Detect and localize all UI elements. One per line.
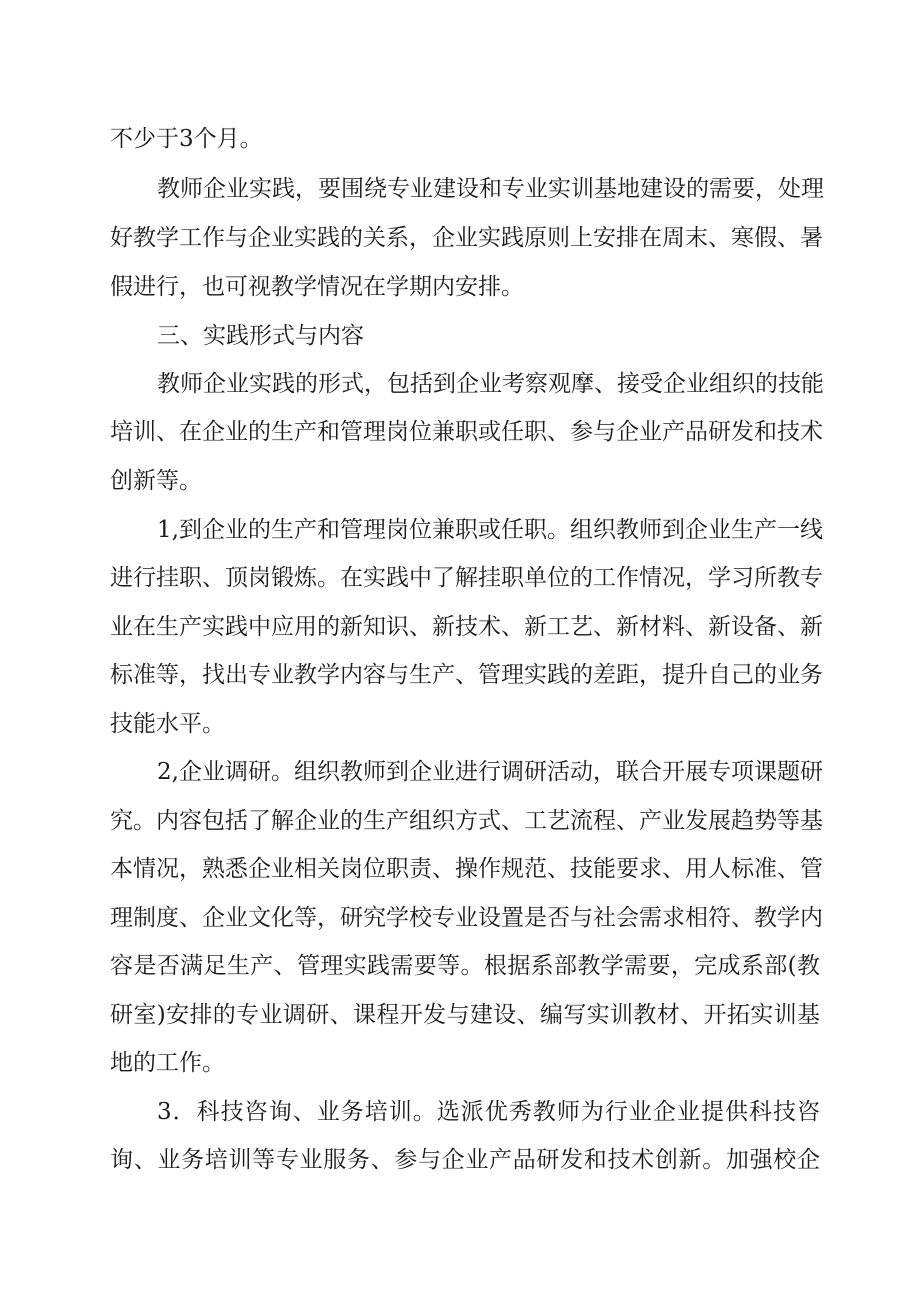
list-item-line: 地的工作。 (110, 1050, 225, 1076)
list-item-line: 研室)安排的专业调研、课程开发与建设、编写实训教材、开拓实训基 (110, 1002, 820, 1028)
paragraph-continuation-line: 不少于3个月。 (110, 126, 263, 152)
list-item-line: 1,到企业的生产和管理岗位兼职或任职。组织教师到企业生产一线 (157, 517, 823, 543)
list-item-line: 容是否满足生产、管理实践需要等。根据系部教学需要，完成系部(教 (110, 953, 820, 979)
list-item-line: 业在生产实践中应用的新知识、新技术、新工艺、新材料、新设备、新 (110, 614, 823, 640)
paragraph-line: 好教学工作与企业实践的关系，企业实践原则上安排在周末、寒假、暑 (110, 225, 823, 251)
list-item-line: 究。内容包括了解企业的生产组织方式、工艺流程、产业发展趋势等基 (110, 808, 823, 834)
list-item-line: 技能水平。 (110, 711, 225, 737)
list-item-line: 3．科技咨询、业务培训。选派优秀教师为行业企业提供科技咨 (157, 1099, 820, 1125)
paragraph-line: 教师企业实践的形式，包括到企业考察观摩、接受企业组织的技能 (157, 371, 824, 397)
paragraph-line: 培训、在企业的生产和管理岗位兼职或任职、参与企业产品研发和技术 (110, 419, 823, 445)
paragraph-line: 创新等。 (110, 468, 202, 494)
list-item-line: 标准等，找出专业教学内容与生产、管理实践的差距，提升自己的业务 (110, 662, 823, 688)
list-item-line: 2,企业调研。组织教师到企业进行调研活动，联合开展专项课题研 (157, 759, 823, 785)
paragraph-line: 假进行，也可视教学情况在学期内安排。 (110, 274, 524, 300)
list-item-line: 本情况，熟悉企业相关岗位职责、操作规范、技能要求、用人标准、管 (110, 856, 823, 882)
section-heading: 三、实践形式与内容 (157, 323, 364, 349)
list-item-line: 进行挂职、顶岗锻炼。在实践中了解挂职单位的工作情况，学习所教专 (110, 565, 823, 591)
paragraph-line: 教师企业实践，要围绕专业建设和专业实训基地建设的需要，处理 (157, 176, 824, 202)
list-item-line: 询、业务培训等专业服务、参与企业产品研发和技术创新。加强校企 (110, 1147, 820, 1173)
list-item-line: 理制度、企业文化等，研究学校专业设置是否与社会需求相符、教学内 (110, 905, 823, 931)
